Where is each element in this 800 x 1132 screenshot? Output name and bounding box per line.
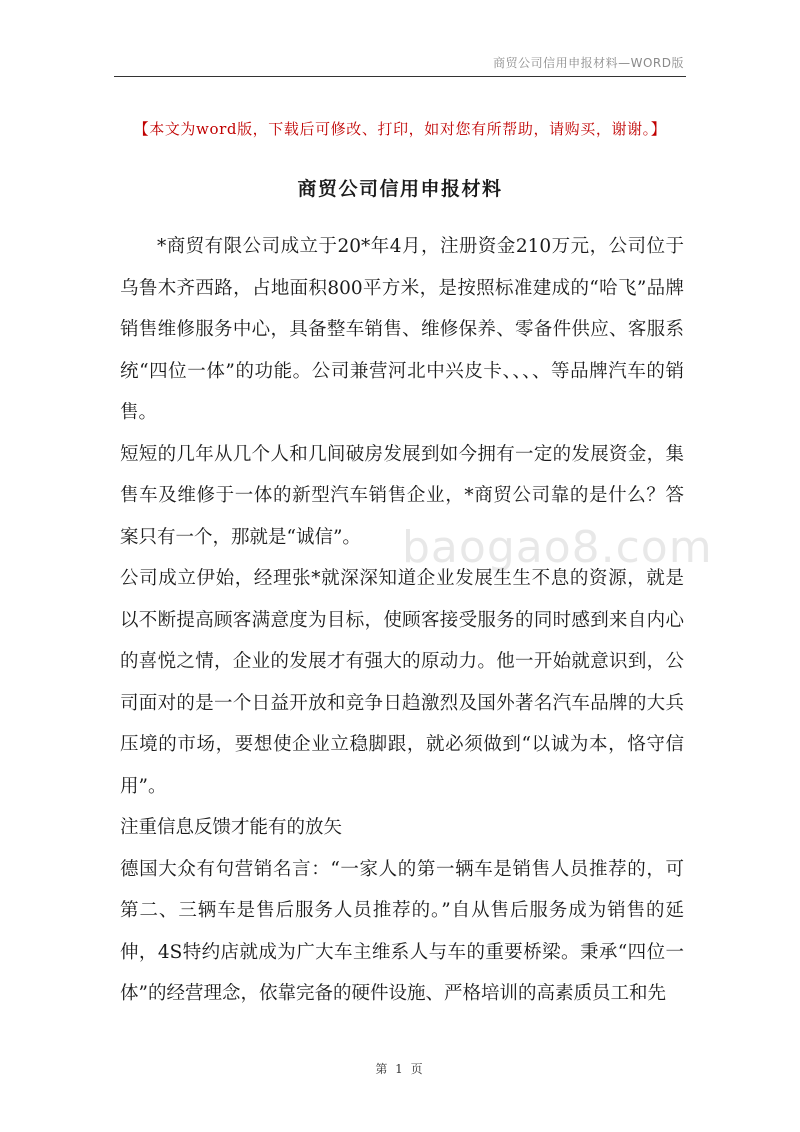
paragraph-after-sales: 德国大众有句营销名言：“一家人的第一辆车是销售人员推荐的，可第二、三辆车是售后服务人员推荐的。”自从售后服务成为销售的延伸，4S特约店就成为广大车主维系人与车的重要桥梁。秉承“四位一体”的经营理念，依靠完备的硬件设施、严格培训的高素质员工和先 [120,858,684,1004]
header-rule [114,76,686,77]
paragraph-founding: 公司成立伊始，经理张*就深深知道企业发展生生不息的资源，就是以不断提高顾客满意度为目标，使顾客接受服务的同时感到来自内心的喜悦之情，企业的发展才有强大的原动力。他一开始就意识到，公司面对的是一个日益开放和竞争日趋激烈及国外著名汽车品牌的大兵压境的市场，要想使企业立稳脚跟，就必须做到“以诚为本，恪守信用”。 [120,568,684,797]
purchase-notice: 【本文为word版，下载后可修改、打印，如对您有所帮助，请购买，谢谢。】 [133,120,667,138]
watermark: baogao8.com [402,522,713,573]
paragraph-company-intro: *商贸有限公司成立于20*年4月，注册资金210万元，公司位于乌鲁木齐西路，占地面积800平方米，是按照标准建成的“哈飞”品牌销售维修服务中心，具备整车销售、维修保养、零备件供应、客服系统“四位一体”的功能。公司兼营河北中兴皮卡、、、、等品牌汽车的销售。 [120,236,684,423]
document-body [120,226,684,1015]
document-title: 商贸公司信用申报材料 [297,178,503,200]
running-header: 商贸公司信用申报材料—WORD版 [493,56,684,70]
section-heading-feedback: 注重信息反馈才能有的放矢 [120,817,343,838]
paragraph-integrity: 短短的几年从几个人和几间破房发展到如今拥有一定的发展资金，集售车及维修于一体的新型汽车销售企业，*商贸公司靠的是什么？答案只有一个，那就是“诚信”。 [120,443,684,548]
page-number: 第 1 页 [375,1062,425,1076]
